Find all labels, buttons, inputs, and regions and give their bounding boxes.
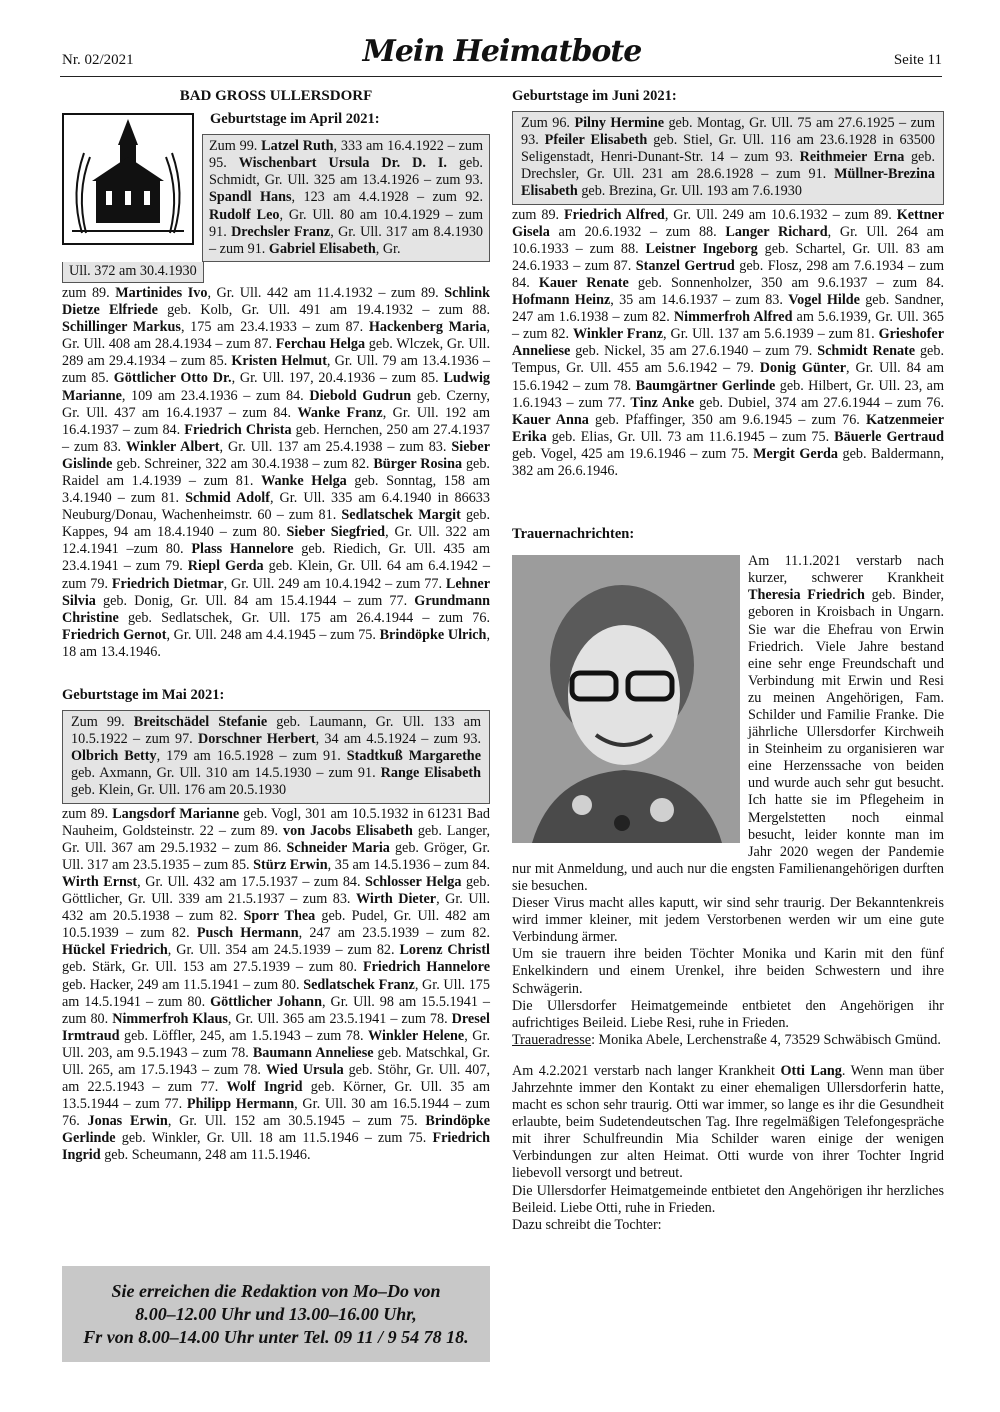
person-name: Winkler Albert [126,438,220,455]
person-name: Kauer Renate [538,274,629,291]
address-label: Traueradresse [512,1031,592,1048]
masthead-logo: Mein Heimatbote [362,34,642,69]
person-name: Rudolf Leo [209,206,280,223]
person-name: Jonas Erwin [87,1113,168,1130]
person-name: Otti Lang [780,1062,842,1079]
person-name: Diebold Gudrun [309,387,412,404]
notice-line-1: Sie erreichen die Redaktion von Mo–Do von [111,1280,441,1301]
april-title: Geburtstage im April 2021: [210,111,380,128]
person-name: Göttlicher Otto Dr. [113,370,232,387]
june-rest: zum 89. Friedrich Alfred, Gr. Ull. 249 am 10.6.1932 – zum 89. Kettner Gisela am 20.6.1932 – zum 88. Langer Richard, Gr. Ull. 264 am 10.6.1933 – zum 88. Leistner Ingeborg geb. Schartel, Gr. Ull. 83 am 24.6.1933 – zum 87. Stanzel Gertrud geb. Flosz, 298 am 7.6.1934 – zum 84. Kauer Renate geb. Sonnenholzer, 350 am 9.6.1937 – zum 84. Hofmann Heinz, 35 am 14.6.1937 – zum 83. Vogel Hilde geb. Sandner, 247 am 1.6.1938 – zum 82. Nimmerfroh Alfred am 5.6.1939, Gr. Ull. 365 – zum 82. Winkler Franz, Gr. Ull. 137 am 5.6.1939 – zum 81. Grieshofer Anneliese geb. Nickel, 35 am 27.6.1940 – zum 79. Schmidt Renate geb. Tempus, Gr. Ull. 455 am 5.6.1942 – 79. Donig Günter, Gr. Ull. 84 am 15.6.1942 – zum 78. Baumgärtner Gerlinde geb. Hilbert, Gr. Ull. 23, am 1.6.1943 – zum 77. Tinz Anke geb. Dubiel, 374 am 27.6.1944 – zum 76. Kauer Anna geb. Pfaffinger, 350 am 9.6.1945 – zum 76. Katzenmeier Erika geb. Elias, Gr. Ull. 73 am 11.6.1945 – zum 75. Bäuerle Gertraud geb. Vogel, 425 am 19.6.1946 – zum 75. Mergit Gerda geb. Baldermann, 382 am 26.6.1946. [512,206,945,479]
person-name: Plass Hannelore [191,541,294,558]
person-name: Donig Günter [759,360,847,377]
person-name: Brindöpke Ulrich [379,626,487,643]
person-name: Schneider Maria [286,839,390,856]
person-name: Nimmerfroh Klaus [112,1010,228,1027]
person-name: Pilny Hermine [574,115,665,132]
obituary-lang-p2: Die Ullersdorfer Heimatgemeinde entbietet den Angehörigen ihr herzliches Beileid. Liebe Otti, ruhe in Frieden. [512,1182,944,1216]
person-name: Wanke Helga [261,472,347,489]
person-name: Baumann Anneliese [252,1044,374,1061]
person-name: Dorschner Herbert [197,731,316,748]
town-crest-church-icon [62,113,194,245]
person-name: Sieber Siegfried [286,524,386,541]
address-text: : Monika Abele, Lerchenstraße 4, 73529 Schwäbisch Gmünd. [591,1031,941,1048]
person-name: Winkler Franz [572,326,664,343]
person-name: Friedrich Ingrid [62,1130,490,1164]
obituary-friedrich [512,553,944,1049]
obituary-friedrich-p4: Die Ullersdorfer Heimatgemeinde entbietet den Angehörigen ihr aufrichtiges Beileid. Liebe Resi, ruhe in Frieden. [512,997,944,1031]
person-name: Göttlicher Johann [210,993,322,1010]
person-name: Bürger Rosina [373,455,463,472]
person-name: Theresia Friedrich [748,587,865,604]
page-header [62,34,942,74]
may-title: Geburtstage im Mai 2021: [62,687,225,703]
person-name: Kauer Anna [512,411,589,428]
obituary-friedrich-text: Am 11.1.2021 verstarb nach kurzer, schwerer Krankheit Theresia Friedrich geb. Binder, geboren in Kroisbach in Ungarn. Sie war die Ehefrau von Erwin Friedrich. Viele Jahre bestand eine sehr enge Freundschaft und Verbindung mit Erwin und Resi zu meinen Angehörigen, Fam. Schilder und Familie Franke. Die jährliche Ullersdorfer Kirchweih in Steinheim zu organisieren war eine Herzenssache von beiden und wurde auch sehr gut besucht. Ich hatte sie im Pflegeheim in Mergelstetten noch einmal besucht, leider konnte man im Jahr 2020 wegen der Pandemie nur mit Anmeldung, und auch nur die engsten Familienangehörigen durften sie besuchen. [512,553,944,894]
person-name: Friedrich Gernot [62,626,167,643]
obituaries-title: Trauernachrichten: [512,526,635,543]
person-name: Grieshofer Anneliese [512,326,944,360]
june-title: Geburtstage im Juni 2021: [512,88,677,104]
person-name: Lehner Silvia [62,575,491,609]
person-name: Stadtkuß Margarethe [346,748,481,765]
person-name: Spandl Hans [209,189,292,206]
notice-line-3: Fr von 8.00–14.00 Uhr unter Tel. 09 11 / 9 54 78 18. [83,1326,469,1347]
person-name: Nimmerfroh Alfred [673,309,793,326]
person-name: Langsdorf Marianne [112,805,240,822]
person-name: Pusch Hermann [196,925,299,942]
person-name: Friedrich Hannelore [362,959,490,976]
person-name: Katzenmeier Erika [512,411,944,445]
person-name: Friedrich Christa [184,421,292,438]
person-name: Müllner-Brezina Elisabeth [521,166,935,200]
person-name: Wolf Ingrid [226,1079,303,1096]
person-name: Wied Ursula [265,1061,344,1078]
obituary-friedrich-p3: Um sie trauern ihre beiden Töchter Monika und Karin mit den fünf Enkelkindern und einem Urenkel, ihre beiden Schwestern und ihre Schwägerin. [512,946,944,997]
person-name: Wirth Dieter [355,891,437,908]
person-name: Ludwig Marianne [62,370,490,404]
person-name: Vogel Hilde [788,292,860,309]
editorial-notice-box [62,1266,490,1362]
person-name: Pfeiler Elisabeth [544,132,648,149]
header-rule [60,76,942,77]
person-name: Schillinger Markus [62,319,181,336]
issue-number: Nr. 02/2021 [62,52,134,68]
april-box: Zum 99. Latzel Ruth, 333 am 16.4.1922 – zum 95. Wischenbart Ursula Dr. D. I. geb. Schmidt, Gr. Ull. 325 am 13.4.1926 – zum 93. Spandl Hans, 123 am 4.4.1928 – zum 92. Rudolf Leo, Gr. Ull. 80 am 10.4.1929 – zum 91. Drechsler Franz, Gr. Ull. 317 am 8.4.1930 – zum 91. Gabriel Elisabeth, Gr. [202,134,490,262]
person-name: Latzel Ruth [261,138,334,155]
person-name: Baumgärtner Gerlinde [635,377,776,394]
may-rest: zum 89. Langsdorf Marianne geb. Vogl, 301 am 10.5.1932 in 61231 Bad Nauheim, Goldsteinstr. 22 – zum 89. von Jacobs Elisabeth geb. Langer, Gr. Ull. 367 am 29.5.1932 – zum 86. Schneider Maria geb. Gröger, Gr. Ull. 317 am 23.5.1935 – zum 85. Stürz Erwin, 35 am 14.5.1936 – zum 84. Wirth Ernst, Gr. Ull. 432 am 17.5.1937 – zum 84. Schlosser Helga geb. Göttlicher, Gr. Ull. 339 am 21.5.1937 – zum 83. Wirth Dieter, Gr. Ull. 432 am 20.5.1938 – zum 82. Sporr Thea geb. Pudel, Gr. Ull. 482 am 10.5.1939 – zum 82. Pusch Hermann, 247 am 23.5.1939 – zum 82. Hückel Friedrich, Gr. Ull. 354 am 24.5.1939 – zum 82. Lorenz Christl geb. Stärk, Gr. Ull. 153 am 27.5.1939 – zum 80. Friedrich Hannelore geb. Hacker, 249 am 11.5.1941 – zum 80. Sedlatschek Franz, Gr. Ull. 175 am 14.5.1941 – zum 80. Göttlicher Johann, Gr. Ull. 98 am 15.5.1941 – zum 80. Nimmerfroh Klaus, Gr. Ull. 365 am 23.5.1941 – zum 78. Dresel Irmtraud geb. Löffler, 245, am 1.5.1943 – zum 78. Winkler Helene, Gr. Ull. 203, am 9.5.1943 – zum 78. Baumann Anneliese geb. Matschkal, Gr. Ull. 265, am 17.5.1943 – zum 78. Wied Ursula geb. Stöhr, Gr. Ull. 407, am 22.5.1943 – zum 77. Wolf Ingrid geb. Körner, Gr. Ull. 35 am 13.5.1944 – zum 77. Philipp Hermann, Gr. Ull. 30 am 16.5.1944 – zum 76. Jonas Erwin, Gr. Ull. 152 am 30.5.1945 – zum 75. Brindöpke Gerlinde geb. Winkler, Gr. Ull. 18 am 11.5.1946 – zum 75. Friedrich Ingrid geb. Scheumann, 248 am 11.5.1946. [62,805,491,1164]
person-name: Kristen Helmut [231,353,327,370]
person-name: Range Elisabeth [380,765,482,782]
person-name: Schlink Dietze Elfriede [62,284,490,319]
person-name: Tinz Anke [630,394,695,411]
left-column [62,88,490,1165]
obituary-lang-p3: Dazu schreibt die Tochter: [512,1216,662,1233]
person-name: Kettner Gisela [512,206,944,240]
right-column [512,88,944,1234]
page-number: Seite 11 [893,52,942,68]
person-name: Bäuerle Gertraud [834,428,944,445]
person-name: Langer Richard [725,223,828,240]
person-name: Friedrich Dietmar [111,575,224,592]
obituary-friedrich-address [512,1032,944,1049]
person-name: Olbrich Betty [71,748,157,765]
person-name: von Jacobs Elisabeth [283,822,413,839]
person-name: Stürz Erwin [253,856,328,873]
person-name: Lorenz Christl [399,942,490,959]
town-heading: BAD GROSS ULLERSDORF [179,88,373,104]
person-name: Sieber Gislinde [62,438,490,472]
person-name: Grundmann Christine [62,592,490,626]
april-section [62,111,490,283]
person-name: Reithmeier Erna [799,149,905,166]
person-name: Hackenberg Maria [368,319,487,336]
person-name: Drechsler Franz [231,223,331,240]
person-name: Hückel Friedrich [62,942,168,959]
person-name: Sporr Thea [243,908,316,925]
may-box: Zum 99. Breitschädel Stefanie geb. Laumann, Gr. Ull. 133 am 10.5.1922 – zum 97. Dorschner Herbert, 34 am 4.5.1924 – zum 93. Olbrich Betty, 179 am 16.5.1928 – zum 91. Stadtkuß Margarethe geb. Axmann, Gr. Ull. 310 am 14.5.1930 – zum 91. Range Elisabeth geb. Klein, Gr. Ull. 176 am 20.5.1930 [62,710,490,803]
person-name: Ferchau Helga [275,336,366,353]
person-name: Friedrich Alfred [564,206,665,223]
person-name: Dresel Irmtraud [62,1010,490,1044]
person-name: Riepl Gerda [187,558,264,575]
person-name: Martinides Ivo [115,284,208,301]
person-name: Wischenbart Ursula Dr. D. I. [238,155,447,172]
person-name: Schmid Adolf [185,490,270,507]
person-name: Hofmann Heinz [512,292,611,309]
april-rest: zum 89. Martinides Ivo, Gr. Ull. 442 am 11.4.1932 – zum 89. Schlink Dietze Elfriede geb. Kolb, Gr. Ull. 491 am 19.4.1932 – zum 88. Schillinger Markus, 175 am 23.4.1933 – zum 87. Hackenberg Maria, Gr. Ull. 408 am 28.4.1934 – zum 87. Ferchau Helga geb. Wlczek, Gr. Ull. 289 am 29.4.1934 – zum 85. Kristen Helmut, Gr. Ull. 79 am 13.4.1936 – zum 85. Göttlicher Otto Dr., Gr. Ull. 197, 20.4.1936 – zum 85. Ludwig Marianne, 109 am 23.4.1936 – zum 84. Diebold Gudrun geb. Czerny, Gr. Ull. 437 am 16.4.1937 – zum 84. Wanke Franz, Gr. Ull. 192 am 16.4.1937 – zum 84. Friedrich Christa geb. Hernchen, 250 am 27.4.1937 – zum 83. Winkler Albert, Gr. Ull. 137 am 25.4.1938 – zum 83. Sieber Gislinde geb. Schreiner, 322 am 30.4.1938 – zum 82. Bürger Rosina geb. Raidel am 1.4.1939 – zum 81. Wanke Helga geb. Sonntag, 158 am 3.4.1940 – zum 81. Schmid Adolf, Gr. Ull. 335 am 6.4.1940 in 86633 Neuburg/Donau, Wachenheimstr. 60 – zum 81. Sedlatschek Margit geb. Kappes, 94 am 18.4.1940 – zum 80. Sieber Siegfried, Gr. Ull. 322 am 12.4.1941 –zum 80. Plass Hannelore geb. Riedich, Gr. Ull. 435 am 23.4.1941 – zum 79. Riepl Gerda geb. Klein, Gr. Ull. 64 am 6.4.1942 – zum 79. Friedrich Dietmar, Gr. Ull. 249 am 10.4.1942 – zum 77. Lehner Silvia geb. Donig, Gr. Ull. 84 am 15.4.1944 – zum 77. Grundmann Christine geb. Sedlatschek, Gr. Ull. 175 am 26.4.1944 – zum 76. Friedrich Gernot, Gr. Ull. 248 am 4.4.1945 – zum 75. Brindöpke Ulrich, 18 am 13.4.1946. [62,284,491,660]
notice-line-2: 8.00–12.00 Uhr und 13.00–16.00 Uhr, [135,1303,417,1324]
person-name: Wirth Ernst [62,873,138,890]
person-name: Philipp Hermann [186,1096,295,1113]
person-name: Mergit Gerda [753,445,838,462]
person-name: Brindöpke Gerlinde [62,1113,491,1147]
person-name: Gabriel Elisabeth [268,240,376,257]
person-name: Schmidt Renate [817,343,916,360]
person-name: Stanzel Gertrud [635,257,735,274]
person-name: Schlosser Helga [365,873,462,890]
obituary-friedrich-p2: Dieser Virus macht alles kaputt, wir sind sehr traurig. Der Bekanntenkreis wird immer kleiner, mit jedem Verstorbenen werden wir um eine gute Verbindung ärmer. [512,895,944,946]
person-name: Winkler Helene [368,1027,465,1044]
portrait-photo [512,555,740,843]
person-name: Sedlatschek Margit [341,507,461,524]
person-name: Sedlatschek Franz [303,976,415,993]
person-name: Breitschädel Stefanie [133,714,268,731]
april-box-tail: Ull. 372 am 30.4.1930 [62,262,204,283]
person-name: Leistner Ingeborg [645,240,758,257]
obituary-lang-text: Am 4.2.2021 verstarb nach langer Krankheit Otti Lang. Wenn man über Jahrzehnte immer den Kontakt zu einer ehemaligen Ullersdorferin hatte, macht es schon sehr traurig. Otti war immer, so lange es ihr die Gesundheit erlaubte, beim Sudetendeutschen Tag. Ihre regelmäßigen Telefongespräche mit ihrer Schulfreundin Mia Schilder waren einige der wenigen Verbindungen zur alten Heimat. Otti wurde von ihrer Tochter Ingrid liebevoll versorgt und betreut. [512,1062,945,1182]
obituary-lang [512,1063,944,1234]
person-name: Wanke Franz [297,404,383,421]
june-box: Zum 96. Pilny Hermine geb. Montag, Gr. Ull. 75 am 27.6.1925 – zum 93. Pfeiler Elisabeth geb. Stiel, Gr. Ull. 116 am 23.6.1928 in 63500 Seligenstadt, Henri-Dunant-Str. 14 – zum 93. Reithmeier Erna geb. Drechsler, Gr. Ull. 231 am 28.6.1928 – zum 91. Müllner-Brezina Elisabeth geb. Brezina, Gr. Ull. 193 am 7.6.1930 [512,111,944,204]
